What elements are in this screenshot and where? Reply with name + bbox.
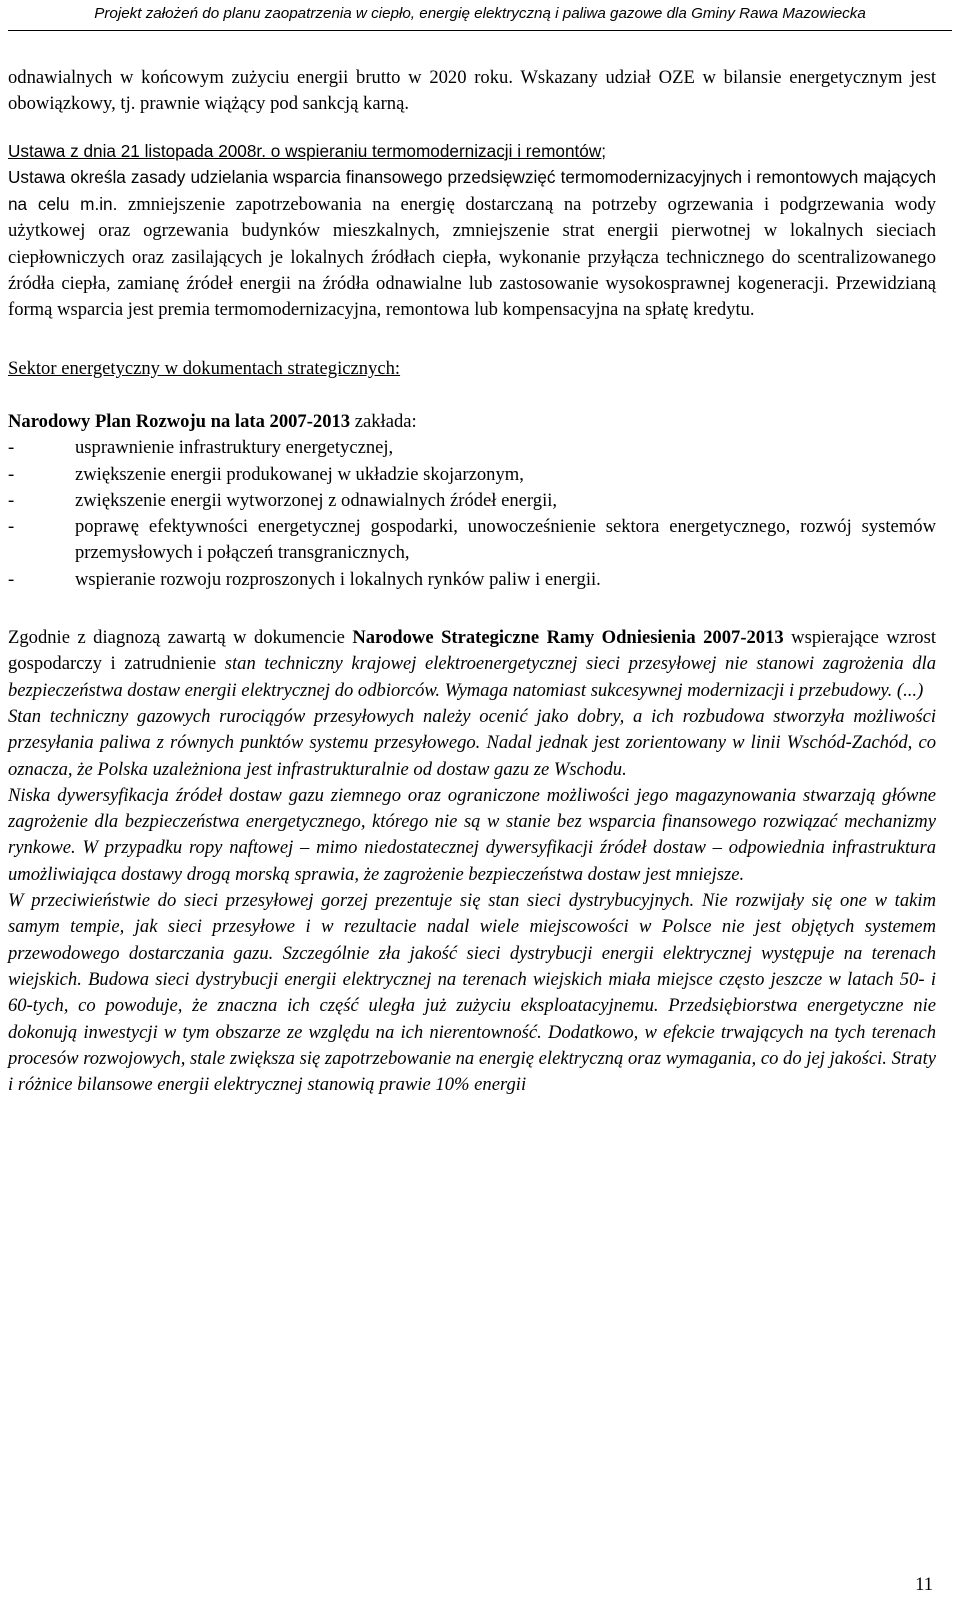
list-item bbox=[8, 435, 936, 461]
npr-heading bbox=[8, 409, 936, 435]
dash-bullet: - bbox=[8, 516, 15, 538]
npr-title-rest: zakłada: bbox=[350, 410, 417, 432]
list-item bbox=[8, 567, 936, 593]
list-item bbox=[8, 514, 936, 567]
page-number: 11 bbox=[915, 1574, 933, 1595]
act-body-sans: Ustawa określa zasady udzielania wsparcia finansowego przedsięwzięć termomodernizacyjnych i remontowych mających na celu m.in. bbox=[8, 166, 936, 215]
sector-heading: Sektor energetyczny w dokumentach strategicznych: bbox=[8, 357, 401, 379]
list-item-text: zwiększenie energii wytworzonej z odnawialnych źródeł energii, bbox=[75, 489, 558, 511]
list-item bbox=[8, 462, 936, 488]
act-title: Ustawa z dnia 21 listopada 2008r. o wspieraniu termomodernizacji i remontów; bbox=[8, 140, 607, 161]
page-content bbox=[8, 65, 936, 1098]
list-item bbox=[8, 488, 936, 514]
list-item-text: zwiększenie energii produkowanej w układzie skojarzonym, bbox=[75, 463, 524, 485]
npr-title-bold: Narodowy Plan Rozwoju na lata 2007-2013 bbox=[8, 410, 351, 432]
running-header bbox=[8, 2, 952, 31]
nsro-mid: wspierające wzrost gospodarczy i zatrudnienie bbox=[8, 627, 936, 675]
list-item-text: usprawnienie infrastruktury energetycznej, bbox=[75, 437, 394, 459]
dash-bullet: - bbox=[8, 489, 15, 511]
list-item-text: poprawę efektywności energetycznej gospodarki, unowocześnienie sektora energetycznego, rozwój systemów przemysłowych i połączeń transgranicznych, bbox=[75, 516, 936, 564]
list-item-text: wspieranie rozwoju rozproszonych i lokalnych rynków paliw i energii. bbox=[75, 568, 601, 590]
dash-bullet: - bbox=[8, 463, 15, 485]
nsro-quote-2: Stan techniczny gazowych rurociągów przesyłowych należy ocenić jako dobry, a ich rozbudowa stworzyła możliwości przesyłania paliwa z równych punktów systemu przesyłowego. Nadal jednak jest zorientowany w linii Wschód-Zachód, co oznacza, że Polska uzależniona jest infrastrukturalnie od dostaw gazu ze Wschodu. bbox=[8, 705, 936, 780]
nsro-paragraph bbox=[8, 625, 936, 704]
act-body-serif: zmniejszenie zapotrzebowania na energię dostarczaną na potrzeby ogrzewania i podgrzewania wody użytkowej oraz ogrzewania budynków mieszkalnych, zmniejszenie strat energii pierwotnej w lokalnych sieciach ciepłowniczych oraz zasilających je lokalnych źródłach ciepła, wykonanie przyłącza technicznego do scentralizowanego źródła ciepła, zamianę źródeł energii na źródła odnawialne lub zastosowanie wysokosprawnej kogeneracji. Przewidzianą formą wsparcia jest premia termomodernizacyjna, remontowa lub kompensacyjna na spłatę kredytu. bbox=[8, 194, 936, 321]
nsro-doc-title: Narodowe Strategiczne Ramy Odniesienia 2007-2013 bbox=[352, 627, 784, 649]
act-paragraph bbox=[8, 164, 936, 324]
nsro-quote-1: stan techniczny krajowej elektroenergetycznej sieci przesyłowej nie stanowi zagrożenia dla bezpieczeństwa dostaw energii elektrycznej do odbiorców. Wymaga natomiast sukcesywnej modernizacji i przebudowy. (...) bbox=[8, 653, 937, 701]
running-header-title: Projekt założeń do planu zaopatrzenia w ciepło, energię elektryczną i paliwa gazowe dla Gminy Rawa Mazowiecka bbox=[94, 5, 866, 22]
intro-paragraph: odnawialnych w końcowym zużyciu energii brutto w 2020 roku. Wskazany udział OZE w bilansie energetycznym jest obowiązkowy, tj. prawnie wiążący pod sankcją karną. bbox=[8, 67, 936, 115]
dash-bullet: - bbox=[8, 568, 15, 590]
nsro-quote-4: W przeciwieństwie do sieci przesyłowej gorzej prezentuje się stan sieci dystrybucyjnych. Nie rozwijały się one w takim samym tempie, jak sieci przesyłowe i w rezultacie nadal wiele miejscowości w Polsce nie jest objętych systemem przewodowego dostarczania gazu. Szczególnie zła jakość sieci dystrybucji energii elektrycznej występuje na terenach wiejskich. Budowa sieci dystrybucji energii elektrycznej na terenach wiejskich miała miejsce często jeszcze w latach 50- i 60-tych, co powoduje, że znaczna ich część uległa już zużyciu eksploatacyjnemu. Przedsiębiorstwa energetyczne nie dokonują inwestycji w tym obszarze ze względu na ich nierentowność. Dodatkowo, w efekcie trwających na tych terenach procesów rozwojowych, stale zwiększa się zapotrzebowanie na energię elektryczną oraz wymagania, co do jej jakości. Straty i różnice bilansowe energii elektrycznej stanowią prawie 10% energii bbox=[8, 890, 936, 1096]
npr-list bbox=[8, 435, 936, 593]
dash-bullet: - bbox=[8, 437, 15, 459]
nsro-quote-3: Niska dywersyfikacja źródeł dostaw gazu ziemnego oraz ograniczone możliwości jego magazynowania stwarzają główne zagrożenie dla bezpieczeństwa energetycznego, którego nie są w stanie bez wsparcia finansowego rozwiązać mechanizmy rynkowe. W przypadku ropy naftowej – mimo niedostatecznej dywersyfikacji źródeł dostaw – odpowiednia infrastruktura umożliwiająca dostawy drogą morską sprawia, że zagrożenie bezpieczeństwa dostaw jest mniejsze. bbox=[8, 784, 936, 885]
nsro-lead: Zgodnie z diagnozą zawartą w dokumencie bbox=[8, 627, 353, 649]
